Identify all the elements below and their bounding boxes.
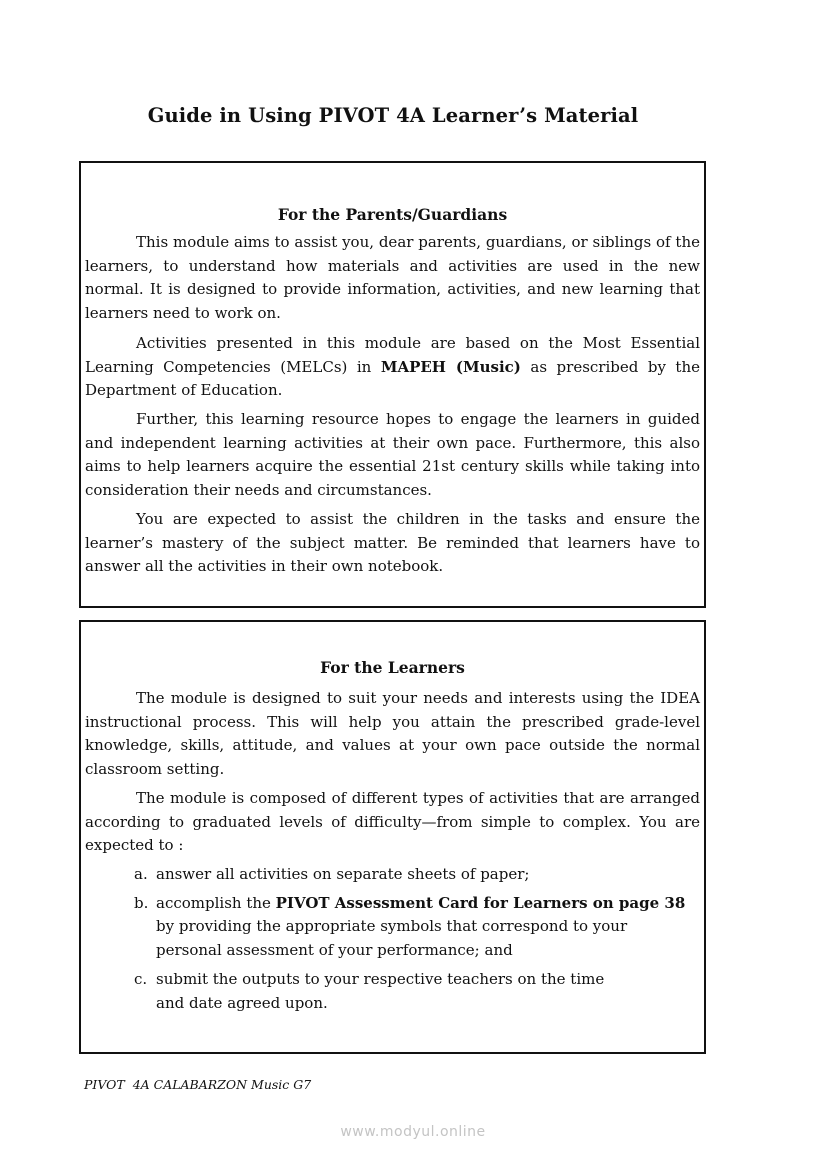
learners-paragraph-2: The module is composed of different types of activities that are arranged according to graduated levels of difficulty—from simple to complex. You are expected to : — [85, 789, 700, 855]
list-item — [134, 863, 694, 887]
parents-paragraph-3: Further, this learning resource hopes to engage the learners in guided and independent learning activities at their own pace. Furthermore, this also aims to help learners acquire the essential 21st century skills while taking into consideration their needs and circumstances. — [85, 410, 700, 500]
watermark: www.modyul.online — [340, 1124, 486, 1140]
list-item — [134, 892, 694, 963]
parents-paragraph-4: You are expected to assist the children in the tasks and ensure the learner’s mastery of the subject matter. Be reminded that learners have to answer all the activities in their own notebook. — [85, 510, 700, 576]
list-item-text: submit the outputs to your respective teachers on the time and date agreed upon. — [156, 969, 605, 1012]
learners-heading: For the Learners — [320, 658, 465, 677]
parents-guardians-box — [79, 161, 706, 608]
subject-name: MAPEH (Music) — [380, 357, 521, 376]
page-title: Guide in Using PIVOT 4A Learner’s Material — [147, 104, 639, 127]
parents-paragraph-2 — [85, 332, 700, 403]
list-item-text: answer all activities on separate sheets of paper; — [156, 865, 530, 883]
list-marker: b. — [134, 893, 149, 912]
assessment-card-reference: PIVOT Assessment Card for Learners on page 38 — [275, 893, 686, 912]
list-item — [134, 968, 636, 1015]
page-footer: PIVOT 4A CALABARZON Music G7 — [84, 1077, 312, 1092]
learners-box — [79, 620, 706, 1054]
list-marker: c. — [134, 969, 148, 988]
parents-heading: For the Parents/Guardians — [277, 205, 508, 224]
list-marker: a. — [134, 865, 148, 883]
parents-paragraph-2-text: Activities presented in this module are based on the Most Essential Learning Competencies (MELCs) in — [85, 334, 700, 376]
list-item-text: accomplish the — [156, 893, 276, 912]
learners-paragraph-1: The module is designed to suit your needs and interests using the IDEA instructional process. This will help you attain the prescribed grade-level knowledge, skills, attitude, and values at your own pace outside the normal classroom setting. — [85, 689, 700, 779]
list-item-text-tail: by providing the appropriate symbols that correspond to your personal assessment of your performance; and — [156, 917, 628, 960]
parents-paragraph-1: This module aims to assist you, dear parents, guardians, or siblings of the learners, to understand how materials and activities are used in the new normal. It is designed to provide information, activities, and new learning that learners need to work on. — [85, 233, 700, 323]
parents-paragraph-2-tail: as prescribed by the Department of Education. — [85, 357, 700, 400]
expectations-list — [134, 863, 694, 1015]
